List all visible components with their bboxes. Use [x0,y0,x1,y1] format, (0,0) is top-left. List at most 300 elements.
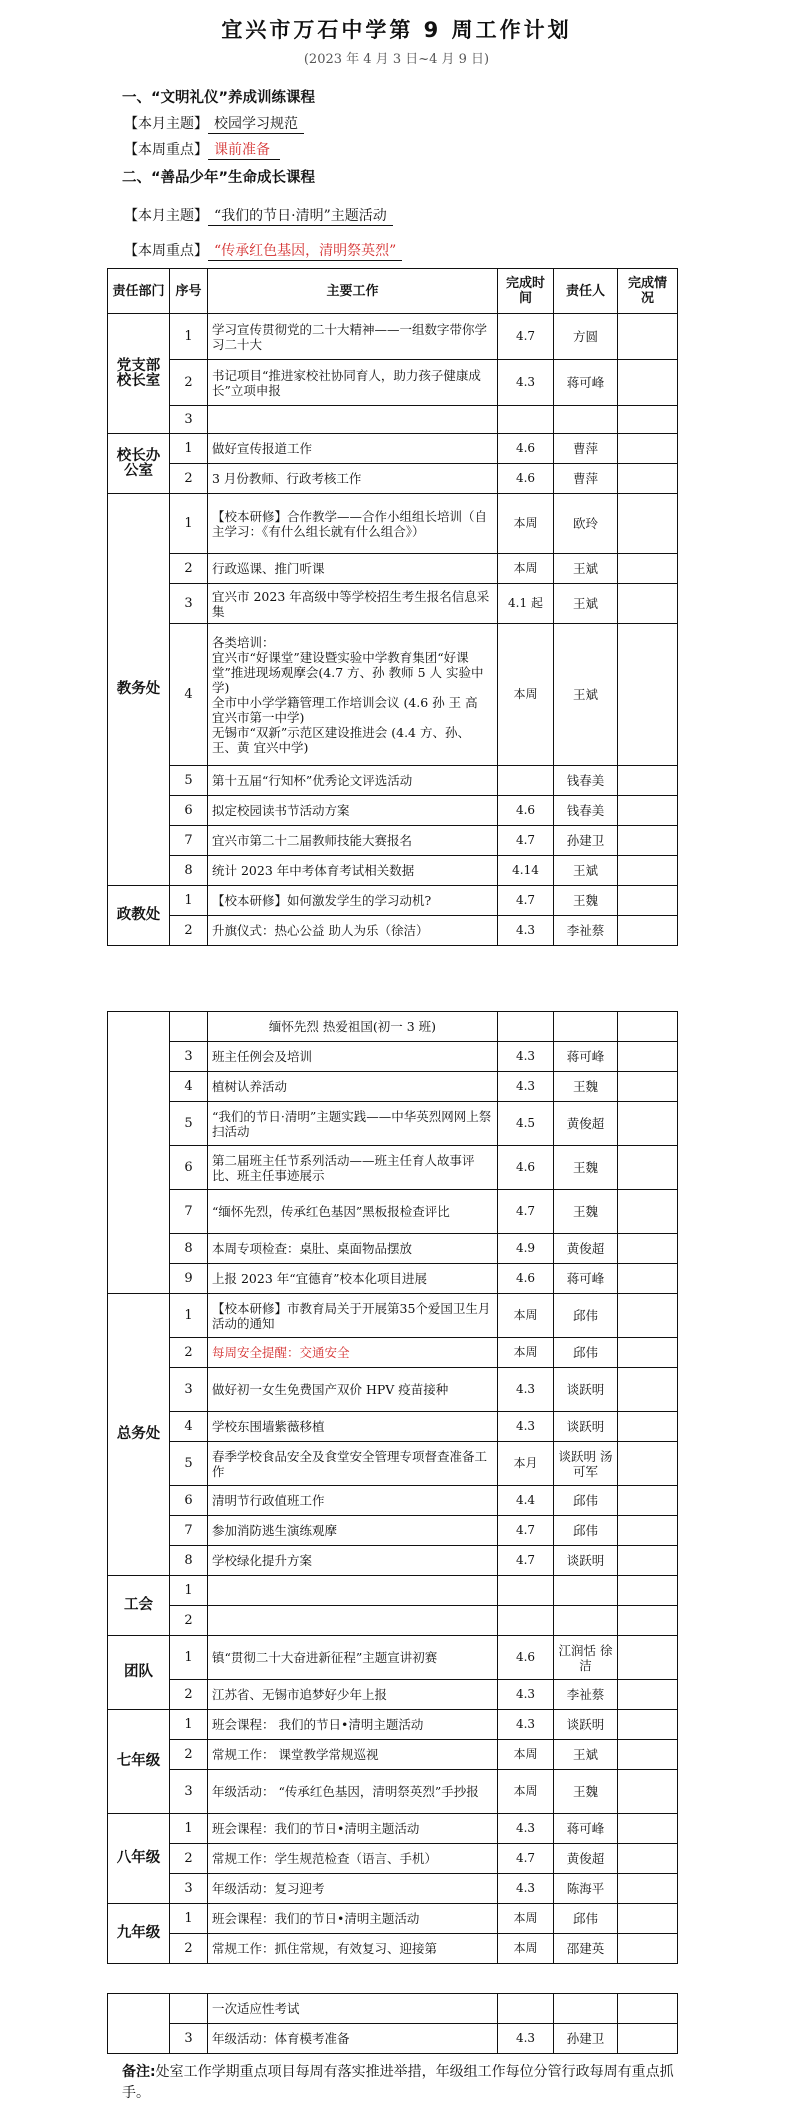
dept-cell: 教务处 [108,494,170,886]
number-cell: 2 [170,360,208,406]
date-cell: 本周 [498,1904,554,1934]
number-cell: 1 [170,886,208,916]
status-cell [618,1442,678,1486]
person-cell: 黄俊超 [554,1844,618,1874]
status-cell [618,314,678,360]
person-cell: 王斌 [554,1740,618,1770]
table-row [108,1234,678,1264]
person-cell: 王魏 [554,1190,618,1234]
number-cell: 7 [170,1190,208,1234]
table-row [108,1012,678,1042]
number-cell: 1 [170,434,208,464]
work-cell: 常规工作：学生规范检查（语言、手机） [208,1844,498,1874]
date-cell: 4.3 [498,1814,554,1844]
line-label: 【本月主题】 [124,116,208,132]
work-plan-table-end [107,1993,678,2054]
work-cell: 班会课程：我们的节日•清明主题活动 [208,1814,498,1844]
work-cell [208,1576,498,1606]
table-row [108,1516,678,1546]
table-row [108,1770,678,1814]
work-cell [208,406,498,434]
number-cell: 3 [170,1874,208,1904]
work-cell: 班主任例会及培训 [208,1042,498,1072]
person-cell: 蒋可峰 [554,360,618,406]
table-row [108,1874,678,1904]
table-row [108,1190,678,1234]
person-cell: 王斌 [554,584,618,624]
person-cell: 谈跃明 [554,1546,618,1576]
number-cell: 8 [170,1546,208,1576]
number-cell: 3 [170,584,208,624]
date-cell: 4.5 [498,1102,554,1146]
person-cell: 王魏 [554,1770,618,1814]
header-work: 主要工作 [208,269,498,314]
number-cell: 5 [170,1102,208,1146]
work-cell: 年级活动：体育模考准备 [208,2024,498,2054]
line-label: 【本月主题】 [124,208,208,224]
status-cell [618,1904,678,1934]
remark-label: 备注: [122,2064,156,2080]
status-cell [618,1606,678,1636]
header-dept: 责任部门 [108,269,170,314]
work-cell: 升旗仪式：热心公益 助人为乐（徐洁） [208,916,498,946]
number-cell: 2 [170,1934,208,1964]
person-cell: 江润恬 徐洁 [554,1636,618,1680]
status-cell [618,1874,678,1904]
number-cell: 1 [170,1710,208,1740]
number-cell: 3 [170,1368,208,1412]
number-cell: 7 [170,826,208,856]
table-row [108,464,678,494]
person-cell: 王斌 [554,624,618,766]
work-cell: 镇“贯彻二十大奋进新征程”主题宣讲初赛 [208,1636,498,1680]
status-cell [618,1486,678,1516]
table-row [108,434,678,464]
status-cell [618,464,678,494]
number-cell: 1 [170,1576,208,1606]
dept-cell: 团队 [108,1636,170,1710]
table-header-row [108,269,678,314]
date-cell: 4.7 [498,1844,554,1874]
date-cell: 4.3 [498,1368,554,1412]
person-cell: 陈海平 [554,1874,618,1904]
person-cell: 王斌 [554,554,618,584]
person-cell: 邱伟 [554,1904,618,1934]
date-cell: 本周 [498,1770,554,1814]
work-cell: 行政巡课、推门听课 [208,554,498,584]
status-cell [618,494,678,554]
table-row [108,766,678,796]
table-row [108,1606,678,1636]
status-cell [618,554,678,584]
status-cell [618,796,678,826]
work-cell: 参加消防逃生演练观摩 [208,1516,498,1546]
work-cell: 【校本研修】如何激发学生的学习动机? [208,886,498,916]
date-cell: 4.3 [498,916,554,946]
status-cell [618,1412,678,1442]
work-cell: 春季学校食品安全及食堂安全管理专项督查准备工作 [208,1442,498,1486]
status-cell [618,886,678,916]
header-date: 完成时间 [498,269,554,314]
date-cell: 4.7 [498,314,554,360]
section-line [124,113,304,134]
table-row [108,624,678,766]
person-cell: 王魏 [554,1072,618,1102]
number-cell: 1 [170,314,208,360]
work-cell: 做好宣传报道工作 [208,434,498,464]
date-cell: 4.3 [498,2024,554,2054]
section-line [124,139,280,160]
number-cell: 1 [170,1904,208,1934]
work-cell: 第二届班主任节系列活动——班主任育人故事评比、班主任事迹展示 [208,1146,498,1190]
date-cell: 4.6 [498,1264,554,1294]
work-plan-table-continued [107,1011,678,1964]
person-cell: 曹萍 [554,464,618,494]
number-cell: 5 [170,766,208,796]
date-cell: 4.6 [498,1146,554,1190]
person-cell: 黄俊超 [554,1102,618,1146]
work-cell: “缅怀先烈，传承红色基因”黑板报检查评比 [208,1190,498,1234]
remark-text: 处室工作学期重点项目每周有落实推进举措，年级组工作每位分管行政每周有重点抓手。 [122,2064,674,2101]
person-cell: 邱伟 [554,1516,618,1546]
status-cell [618,1546,678,1576]
number-cell: 6 [170,1146,208,1190]
line-value: “我们的节日·清明”主题活动 [208,205,393,226]
status-cell [618,1814,678,1844]
status-cell [618,1368,678,1412]
date-cell: 本周 [498,624,554,766]
date-cell: 4.6 [498,1636,554,1680]
work-cell: 江苏省、无锡市追梦好少年上报 [208,1680,498,1710]
person-cell: 孙建卫 [554,826,618,856]
line-value: 校园学习规范 [208,113,304,134]
person-cell: 谈跃明 汤可军 [554,1442,618,1486]
work-cell: 缅怀先烈 热爱祖国(初一 3 班) [208,1012,498,1042]
number-cell: 6 [170,796,208,826]
table-row [108,1368,678,1412]
person-cell [554,1606,618,1636]
table-row [108,1904,678,1934]
date-cell: 4.1 起 [498,584,554,624]
person-cell: 李祉蔡 [554,916,618,946]
status-cell [618,1576,678,1606]
table-row [108,554,678,584]
page-subtitle: (2023 年 4 月 3 日~4 月 9 日) [303,52,490,67]
table-row [108,1576,678,1606]
work-cell: 本周专项检查：桌肚、桌面物品摆放 [208,1234,498,1264]
person-cell: 邵建英 [554,1934,618,1964]
section-heading: 一、“文明礼仪”养成训练课程 [122,90,316,106]
status-cell [618,1190,678,1234]
date-cell: 4.6 [498,464,554,494]
number-cell: 2 [170,464,208,494]
line-label: 【本周重点】 [124,142,208,158]
date-cell: 本月 [498,1442,554,1486]
date-cell: 4.7 [498,1190,554,1234]
work-cell: 每周安全提醒：交通安全 [208,1338,498,1368]
date-cell: 4.7 [498,1516,554,1546]
date-cell: 4.3 [498,1874,554,1904]
status-cell [618,434,678,464]
table-row [108,1680,678,1710]
table-row [108,1546,678,1576]
status-cell [618,1934,678,1964]
date-cell [498,1606,554,1636]
status-cell [618,360,678,406]
header-no: 序号 [170,269,208,314]
status-cell [618,1234,678,1264]
date-cell: 4.14 [498,856,554,886]
work-cell: 书记项目“推进家校社协同育人，助力孩子健康成长”立项申报 [208,360,498,406]
number-cell: 3 [170,406,208,434]
number-cell: 3 [170,2024,208,2054]
dept-cell: 校长办公室 [108,434,170,494]
person-cell: 蒋可峰 [554,1042,618,1072]
number-cell: 2 [170,916,208,946]
status-cell [618,1338,678,1368]
work-cell: 班会课程：我们的节日•清明主题活动 [208,1904,498,1934]
person-cell: 谈跃明 [554,1710,618,1740]
table-row [108,1994,678,2024]
date-cell: 4.3 [498,1072,554,1102]
work-cell: 【校本研修】市教育局关于开展第35个爱国卫生月活动的通知 [208,1294,498,1338]
date-cell: 本周 [498,494,554,554]
line-label: 【本周重点】 [124,243,208,259]
person-cell [554,1576,618,1606]
status-cell [618,406,678,434]
dept-cell: 八年级 [108,1814,170,1904]
date-cell: 本周 [498,1294,554,1338]
work-cell: 植树认养活动 [208,1072,498,1102]
status-cell [618,1264,678,1294]
work-cell: 班会课程： 我们的节日•清明主题活动 [208,1710,498,1740]
number-cell: 3 [170,1042,208,1072]
dept-cell: 总务处 [108,1294,170,1576]
number-cell: 6 [170,1486,208,1516]
dept-cell: 政教处 [108,886,170,946]
number-cell: 7 [170,1516,208,1546]
line-value: “传承红色基因，清明祭英烈” [208,240,402,261]
date-cell: 4.3 [498,1710,554,1740]
date-cell: 4.3 [498,1680,554,1710]
date-cell: 4.3 [498,1412,554,1442]
table-row [108,406,678,434]
table-row [108,826,678,856]
status-cell [618,766,678,796]
work-cell: 常规工作： 课堂教学常规巡视 [208,1740,498,1770]
line-value: 课前准备 [208,139,280,160]
date-cell: 4.7 [498,826,554,856]
person-cell: 谈跃明 [554,1368,618,1412]
status-cell [618,1146,678,1190]
date-cell: 4.3 [498,360,554,406]
header-status: 完成情况 [618,269,678,314]
dept-cell: 工会 [108,1576,170,1636]
table-row [108,1412,678,1442]
table-row [108,584,678,624]
table-row [108,494,678,554]
date-cell: 4.4 [498,1486,554,1516]
number-cell: 2 [170,554,208,584]
work-cell: 宜兴市第二十二届教师技能大赛报名 [208,826,498,856]
dept-cell: 九年级 [108,1904,170,1964]
person-cell: 李祉蔡 [554,1680,618,1710]
dept-cell [108,1012,170,1294]
dept-cell: 七年级 [108,1710,170,1814]
number-cell: 8 [170,856,208,886]
table-row [108,886,678,916]
table-row [108,856,678,886]
work-cell [208,1606,498,1636]
person-cell: 王魏 [554,1146,618,1190]
number-cell: 5 [170,1442,208,1486]
number-cell: 1 [170,1636,208,1680]
number-cell: 1 [170,1294,208,1338]
work-cell: 学习宣传贯彻党的二十大精神——一组数字带你学习二十大 [208,314,498,360]
status-cell [618,1516,678,1546]
table-row [108,1636,678,1680]
number-cell: 9 [170,1264,208,1294]
number-cell: 2 [170,1606,208,1636]
table-row [108,1264,678,1294]
table-row [108,1934,678,1964]
person-cell: 孙建卫 [554,2024,618,2054]
dept-cell [108,1994,170,2054]
table-row [108,1072,678,1102]
person-cell: 蒋可峰 [554,1814,618,1844]
person-cell: 邱伟 [554,1294,618,1338]
date-cell: 4.7 [498,1546,554,1576]
status-cell [618,916,678,946]
dept-cell: 党支部校长室 [108,314,170,434]
work-cell: 统计 2023 年中考体育考试相关数据 [208,856,498,886]
status-cell [618,1636,678,1680]
table-row [108,1442,678,1486]
status-cell [618,1740,678,1770]
status-cell [618,1072,678,1102]
table-row [108,1146,678,1190]
work-cell: 各类培训： 宜兴市“好课堂”建设暨实验中学教育集团“好课堂”推进现场观摩会(4.7 方、孙 教师 5 人 实验中学) 全市中小学学籍管理工作培训会议 (4.6 孙 王 高 宜兴市第一中学) 无锡市“双新”示范区建设推进会 (4.4 方、孙、王、黄 宜兴中学) [208,624,498,766]
table-row [108,1102,678,1146]
number-cell: 8 [170,1234,208,1264]
work-cell: 年级活动： “传承红色基因，清明祭英烈”手抄报 [208,1770,498,1814]
status-cell [618,1294,678,1338]
date-cell: 本周 [498,1740,554,1770]
section-heading: 二、“善品少年”生命成长课程 [122,170,316,186]
status-cell [618,1770,678,1814]
table-row [108,1740,678,1770]
status-cell [618,1680,678,1710]
table-row [108,1814,678,1844]
number-cell: 2 [170,1680,208,1710]
number-cell: 4 [170,624,208,766]
status-cell [618,584,678,624]
number-cell: 4 [170,1072,208,1102]
table-row [108,916,678,946]
work-cell: 上报 2023 年“宜德育”校本化项目进展 [208,1264,498,1294]
status-cell [618,1042,678,1072]
header-person: 责任人 [554,269,618,314]
person-cell: 蒋可峰 [554,1264,618,1294]
work-plan-table [107,268,678,946]
date-cell: 4.3 [498,1042,554,1072]
person-cell: 曹萍 [554,434,618,464]
status-cell [618,826,678,856]
work-cell: 做好初一女生免费国产双价 HPV 疫苗接种 [208,1368,498,1412]
work-cell: 宜兴市 2023 年高级中等学校招生考生报名信息采集 [208,584,498,624]
work-cell: 一次适应性考试 [208,1994,498,2024]
table-row [108,2024,678,2054]
person-cell: 王魏 [554,886,618,916]
person-cell: 钱春美 [554,796,618,826]
section-line [124,240,402,261]
date-cell: 4.6 [498,796,554,826]
table-row [108,1042,678,1072]
person-cell [554,406,618,434]
work-cell: 3 月份教师、行政考核工作 [208,464,498,494]
date-cell: 本周 [498,554,554,584]
work-cell: 学校绿化提升方案 [208,1546,498,1576]
status-cell [618,1844,678,1874]
work-cell: “我们的节日·清明”主题实践——中华英烈网网上祭扫活动 [208,1102,498,1146]
number-cell: 2 [170,1740,208,1770]
table-row [108,314,678,360]
table-row [108,1294,678,1338]
person-cell: 黄俊超 [554,1234,618,1264]
person-cell: 邱伟 [554,1338,618,1368]
date-cell: 4.9 [498,1234,554,1264]
person-cell: 钱春美 [554,766,618,796]
table-row [108,1710,678,1740]
person-cell: 欧玲 [554,494,618,554]
number-cell: 2 [170,1338,208,1368]
status-cell [618,856,678,886]
number-cell: 3 [170,1770,208,1814]
number-cell: 1 [170,1814,208,1844]
table-row [108,360,678,406]
table-row [108,1338,678,1368]
person-cell: 王斌 [554,856,618,886]
work-cell: 拟定校园读书节活动方案 [208,796,498,826]
work-cell: 年级活动：复习迎考 [208,1874,498,1904]
number-cell: 2 [170,1844,208,1874]
status-cell [618,2024,678,2054]
remark [122,2062,682,2104]
date-cell [498,406,554,434]
person-cell: 方圆 [554,314,618,360]
work-cell: 【校本研修】合作教学——合作小组组长培训（自主学习：《有什么组长就有什么组合》） [208,494,498,554]
work-cell: 学校东围墙紫薇移植 [208,1412,498,1442]
number-cell: 4 [170,1412,208,1442]
status-cell [618,1710,678,1740]
number-cell: 1 [170,494,208,554]
page-title: 宜兴市万石中学第 9 周工作计划 [221,18,572,42]
work-cell: 常规工作：抓住常规，有效复习、迎接第 [208,1934,498,1964]
date-cell [498,1576,554,1606]
status-cell [618,1102,678,1146]
date-cell: 本周 [498,1338,554,1368]
table-row [108,796,678,826]
date-cell [498,766,554,796]
work-cell: 清明节行政值班工作 [208,1486,498,1516]
section-line [124,205,393,226]
person-cell: 谈跃明 [554,1412,618,1442]
work-cell: 第十五届“行知杯”优秀论文评选活动 [208,766,498,796]
status-cell [618,624,678,766]
person-cell: 邱伟 [554,1486,618,1516]
table-row [108,1486,678,1516]
date-cell: 4.7 [498,886,554,916]
